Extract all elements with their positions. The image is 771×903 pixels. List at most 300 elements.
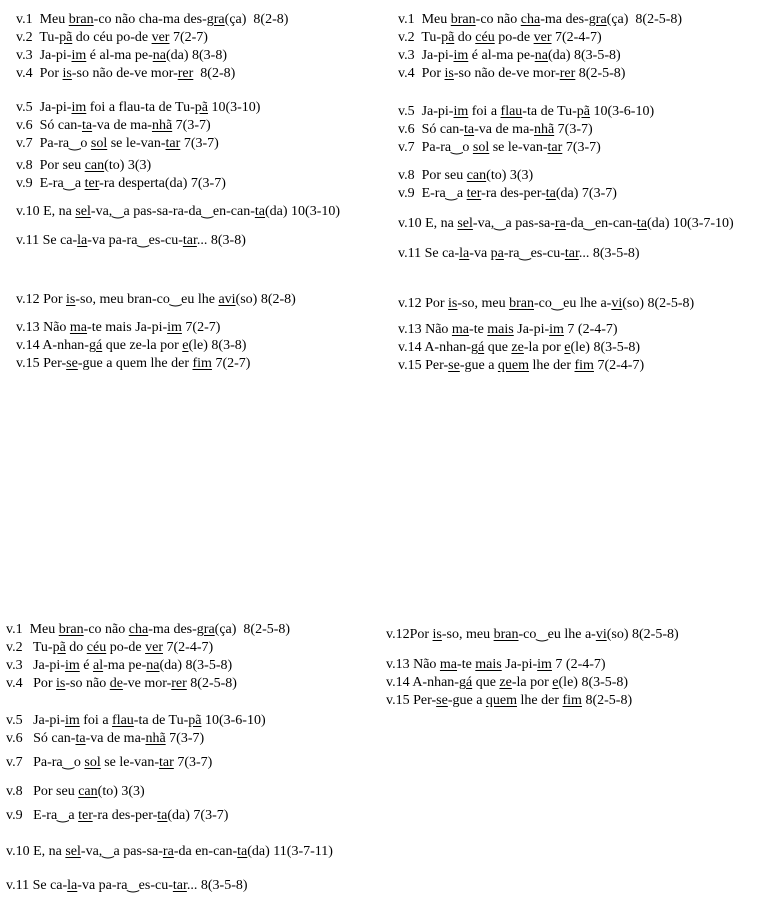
stressed-syllable: is <box>432 627 442 642</box>
stressed-syllable: is <box>444 66 454 81</box>
stressed-syllable: nhã <box>533 122 555 137</box>
stressed-syllable: nhã <box>145 731 166 746</box>
verse-text: Pa-ra‿o <box>414 140 473 155</box>
stressed-syllable: fim <box>574 358 594 373</box>
stressed-syllable: pã <box>194 100 208 115</box>
verse-label: v.8 <box>398 168 415 183</box>
verse-line <box>386 627 679 643</box>
stressed-syllable: vi <box>595 627 607 642</box>
verse-text: -ra‿es-cu- <box>503 246 565 261</box>
stressed-syllable: sel <box>457 216 473 231</box>
stressed-syllable: ta <box>81 118 93 133</box>
verse-label: v.1 <box>6 622 23 637</box>
verse-text: 8(2-5-8) <box>581 693 633 708</box>
stressed-syllable: gá <box>470 340 485 355</box>
stressed-syllable: céu <box>475 30 495 45</box>
stressed-syllable: ter <box>78 808 93 823</box>
verse-line <box>16 292 296 308</box>
verse-text: -ma des- <box>540 12 589 27</box>
stressed-syllable: ver <box>151 30 170 45</box>
verse-text: -va pa-ra‿es-cu- <box>77 878 173 893</box>
verse-text: Ja-pi- <box>22 713 65 728</box>
verse-line <box>6 658 232 674</box>
verse-text: 7(3-7) <box>554 122 593 137</box>
verse-text: -ra des-per- <box>481 186 546 201</box>
verse-text: -te <box>469 322 488 337</box>
stressed-syllable: cha <box>128 622 149 637</box>
verse-label: v.1 <box>398 12 415 27</box>
verse-text: ... 8(3-5-8) <box>186 878 248 893</box>
verse-text: Por <box>22 676 57 691</box>
verse-text: 7(3-7) <box>173 755 213 770</box>
verse-text: Se ca- <box>39 233 78 248</box>
stressed-syllable: im <box>71 48 87 63</box>
verse-text: (da) 8(3-5-8) <box>547 48 621 63</box>
verse-line <box>6 622 290 638</box>
verse-line <box>6 713 266 729</box>
stressed-syllable: gá <box>88 338 103 353</box>
verse-label: v.2 <box>6 640 23 655</box>
verse-text: -da‿en-can- <box>565 216 637 231</box>
verse-text: (da) 10(3-10) <box>265 204 341 219</box>
verse-text: Per- <box>409 693 437 708</box>
stressed-syllable: fim <box>192 356 212 371</box>
stressed-syllable: is <box>62 66 72 81</box>
stressed-syllable: mais <box>487 322 514 337</box>
verse-label: v.7 <box>398 140 415 155</box>
verse-line <box>398 140 601 156</box>
verse-text: (ça) 8(2-8) <box>224 12 289 27</box>
verse-text: -ra des-per- <box>92 808 158 823</box>
verse-text: 7(3-7) <box>165 731 205 746</box>
verse-text: é al-ma pe- <box>468 48 535 63</box>
verse-label: v.2 <box>398 30 415 45</box>
verse-text: -so não <box>65 676 110 691</box>
verse-text: foi a <box>468 104 501 119</box>
stressed-syllable: la <box>459 246 470 261</box>
verse-line <box>398 66 625 82</box>
verse-label: v.9 <box>398 186 415 201</box>
verse-text: Pa-ra‿o <box>32 136 91 151</box>
verse-text: -so não de-ve mor- <box>453 66 560 81</box>
stressed-syllable: na <box>146 658 160 673</box>
verse-text: se le-van- <box>107 136 166 151</box>
verse-label: v.6 <box>16 118 33 133</box>
verse-text: (le) 8(3-5-8) <box>558 675 629 690</box>
verse-label: v.4 <box>6 676 23 691</box>
stressed-syllable: céu <box>86 640 107 655</box>
verse-text: (so) 8(2-5-8) <box>606 627 679 642</box>
verse-text: (da) 8(3-8) <box>165 48 227 63</box>
verse-text: Por seu <box>414 168 467 183</box>
stressed-syllable: pã <box>441 30 455 45</box>
verse-label: v.12 <box>16 292 40 307</box>
verse-text: Ja-pi- <box>501 657 538 672</box>
verse-label: v.13 <box>386 657 410 672</box>
stressed-syllable: ta <box>254 204 265 219</box>
stressed-syllable: can <box>84 158 105 173</box>
verse-label: v.14 <box>386 675 410 690</box>
stressed-syllable: na <box>534 48 548 63</box>
verse-text: 7 (2-4-7) <box>563 322 618 337</box>
stressed-syllable: cha <box>520 12 541 27</box>
verse-line <box>398 246 640 262</box>
verse-line <box>16 338 246 354</box>
verse-line <box>398 322 618 338</box>
verse-text: E, na <box>29 844 66 859</box>
stressed-syllable: ze <box>499 675 512 690</box>
verse-label: v.5 <box>6 713 23 728</box>
stressed-syllable: gra <box>588 12 607 27</box>
stressed-syllable: pã <box>188 713 202 728</box>
stressed-syllable: quem <box>485 693 518 708</box>
verse-line <box>16 12 288 28</box>
verse-line <box>6 844 333 860</box>
stressed-syllable: fim <box>562 693 582 708</box>
verse-text: 7(2-7) <box>211 356 251 371</box>
verse-text: -co não <box>475 12 521 27</box>
verse-text: (so) 8(2-5-8) <box>622 296 695 311</box>
stressed-syllable: se <box>66 356 78 371</box>
verse-text: (da) 7(3-7) <box>555 186 617 201</box>
verse-line <box>16 30 208 46</box>
verse-text: -va,‿a pas-sa- <box>472 216 555 231</box>
verse-label: v.10 <box>16 204 40 219</box>
verse-label: v.11 <box>398 246 422 261</box>
stressed-syllable: im <box>453 48 469 63</box>
verse-line <box>398 48 621 64</box>
verse-line <box>398 12 682 28</box>
stressed-syllable: ma <box>439 657 458 672</box>
verse-text: A-nhan- <box>421 340 471 355</box>
verse-text: 10(3-6-10) <box>589 104 655 119</box>
stressed-syllable: ter <box>466 186 482 201</box>
verse-text: (da) 8(3-5-8) <box>159 658 233 673</box>
verse-text: A-nhan- <box>409 675 459 690</box>
stressed-syllable: e <box>182 338 189 353</box>
verse-line <box>398 104 654 120</box>
stressed-syllable: bran <box>493 627 519 642</box>
verse-line <box>16 48 227 64</box>
verse-text: E-ra‿a <box>32 176 85 191</box>
verse-text: (da) 11(3-7-11) <box>247 844 333 859</box>
verse-text: -so, meu <box>457 296 510 311</box>
stressed-syllable: tar <box>165 136 181 151</box>
verse-text: 7(2-7) <box>169 30 208 45</box>
verse-label: v.6 <box>6 731 23 746</box>
verse-label: v.7 <box>6 755 23 770</box>
verse-text: Ja-pi- <box>414 104 454 119</box>
verse-line <box>16 356 250 372</box>
verse-text: (da) 7(3-7) <box>167 808 229 823</box>
verse-label: v.9 <box>16 176 33 191</box>
verse-text: Tu- <box>22 640 53 655</box>
verse-line <box>6 808 228 824</box>
stressed-syllable: ta <box>545 186 556 201</box>
stressed-syllable: im <box>167 320 182 335</box>
verse-text: (ça) 8(2-5-8) <box>606 12 683 27</box>
verse-text: -te <box>457 657 476 672</box>
verse-text: -va de ma- <box>474 122 534 137</box>
verse-text: -la por <box>511 675 553 690</box>
verse-line <box>386 675 628 691</box>
verse-text: é <box>79 658 93 673</box>
verse-line <box>398 358 644 374</box>
verse-text: se le-van- <box>489 140 548 155</box>
stressed-syllable: flau <box>500 104 523 119</box>
stressed-syllable: im <box>453 104 469 119</box>
verse-text: po-de <box>494 30 534 45</box>
verse-text: -ta de Tu- <box>133 713 189 728</box>
stressed-syllable: ta <box>636 216 648 231</box>
verse-text: do <box>454 30 476 45</box>
verse-label: v.4 <box>398 66 415 81</box>
verse-text: E-ra‿a <box>414 186 467 201</box>
verse-text: é al-ma pe- <box>86 48 153 63</box>
verse-label: v.12 <box>398 296 422 311</box>
verse-text: Se ca- <box>421 246 460 261</box>
verse-line <box>16 100 260 116</box>
verse-text: -va de ma- <box>85 731 146 746</box>
verse-text: E, na <box>39 204 76 219</box>
stressed-syllable: tar <box>159 755 174 770</box>
verse-label: v.7 <box>16 136 33 151</box>
stressed-syllable: ra <box>554 216 566 231</box>
verse-text: Só can- <box>414 122 464 137</box>
verse-text: (so) 8(2-8) <box>235 292 296 307</box>
verse-text: Por <box>39 292 67 307</box>
stressed-syllable: ta <box>75 731 86 746</box>
stressed-syllable: la <box>77 233 88 248</box>
stressed-syllable: la <box>67 878 78 893</box>
verse-text: 7(3-7) <box>172 118 211 133</box>
verse-text: (da) 10(3-7-10) <box>647 216 734 231</box>
stressed-syllable: sol <box>90 136 108 151</box>
verse-line <box>398 340 640 356</box>
verse-text: Só can- <box>22 731 76 746</box>
verse-text: A-nhan- <box>39 338 89 353</box>
verse-text: -ma des- <box>148 622 197 637</box>
verse-text: Por <box>32 66 63 81</box>
verse-text: que <box>472 675 500 690</box>
verse-text: lhe der <box>529 358 575 373</box>
verse-line <box>398 296 694 312</box>
stressed-syllable: im <box>71 100 87 115</box>
stressed-syllable: pa <box>490 246 504 261</box>
verse-text: Por seu <box>22 784 79 799</box>
verse-text: Per- <box>421 358 449 373</box>
verse-text: -gue a <box>447 693 486 708</box>
verse-text: -va de ma- <box>92 118 152 133</box>
verse-text: 7(3-7) <box>562 140 601 155</box>
stressed-syllable: flau <box>112 713 134 728</box>
verse-text: (le) 8(3-8) <box>188 338 247 353</box>
verse-line <box>398 30 602 46</box>
verse-text: Por <box>421 296 449 311</box>
verse-label: v.5 <box>16 100 33 115</box>
verse-label: v.10 <box>398 216 422 231</box>
verse-text: -va <box>469 246 491 261</box>
verse-text: Ja-pi- <box>32 48 72 63</box>
stressed-syllable: can <box>78 784 98 799</box>
stressed-syllable: im <box>537 657 552 672</box>
verse-text: -gue a <box>459 358 498 373</box>
verse-text: 8(2-5-8) <box>186 676 237 691</box>
verse-text: Não <box>421 322 452 337</box>
verse-label: v.14 <box>16 338 40 353</box>
stressed-syllable: pã <box>59 30 73 45</box>
verse-text: Não <box>409 657 440 672</box>
stressed-syllable: vi <box>611 296 623 311</box>
stressed-syllable: ver <box>145 640 163 655</box>
stressed-syllable: ma <box>451 322 470 337</box>
verse-text: Não <box>39 320 70 335</box>
verse-line <box>6 784 145 800</box>
stressed-syllable: bran <box>450 12 476 27</box>
verse-label: v.10 <box>6 844 30 859</box>
stressed-syllable: bran <box>68 12 94 27</box>
stressed-syllable: tar <box>182 233 197 248</box>
verse-text: Tu- <box>32 30 60 45</box>
verse-text: Per- <box>39 356 67 371</box>
stressed-syllable: ra <box>162 844 174 859</box>
verse-line <box>398 122 593 138</box>
verse-label: v.3 <box>6 658 23 673</box>
verse-line <box>386 693 632 709</box>
verse-label: v.13 <box>398 322 422 337</box>
stressed-syllable: ter <box>84 176 100 191</box>
verse-text: Ja-pi- <box>513 322 550 337</box>
verse-label: v.15 <box>16 356 40 371</box>
stressed-syllable: can <box>466 168 487 183</box>
stressed-syllable: mais <box>475 657 502 672</box>
stressed-syllable: tar <box>564 246 579 261</box>
verse-label: v.2 <box>16 30 33 45</box>
verse-text: -ma pe- <box>103 658 147 673</box>
verse-label: v.6 <box>398 122 415 137</box>
stressed-syllable: rer <box>171 676 187 691</box>
verse-text: 7 (2-4-7) <box>551 657 606 672</box>
verse-line <box>16 118 211 134</box>
stressed-syllable: e <box>564 340 571 355</box>
stressed-syllable: de <box>109 676 123 691</box>
verse-text: po-de <box>106 640 146 655</box>
verse-text: 7(2-4-7) <box>551 30 602 45</box>
stressed-syllable: ma <box>69 320 88 335</box>
verse-text: Tu- <box>414 30 442 45</box>
stressed-syllable: pã <box>52 640 66 655</box>
verse-label: v.12 <box>386 627 410 642</box>
verse-text: do <box>65 640 87 655</box>
verse-text: 7(2-7) <box>181 320 221 335</box>
verse-label: v.13 <box>16 320 40 335</box>
verse-line <box>16 66 235 82</box>
verse-text: -ve mor- <box>122 676 172 691</box>
verse-text: ... 8(3-8) <box>196 233 246 248</box>
stressed-syllable: gá <box>458 675 473 690</box>
stressed-syllable: rer <box>177 66 194 81</box>
stressed-syllable: pã <box>576 104 590 119</box>
verse-line <box>398 186 617 202</box>
stressed-syllable: ta <box>463 122 475 137</box>
verse-text: Por seu <box>32 158 85 173</box>
verse-text: -va pa-ra‿es-cu- <box>87 233 183 248</box>
verse-label: v.3 <box>16 48 33 63</box>
verse-line <box>6 640 213 656</box>
stressed-syllable: sel <box>75 204 91 219</box>
verse-text: -co não cha-ma des- <box>93 12 207 27</box>
verse-line <box>16 320 220 336</box>
verse-line <box>16 176 226 192</box>
stressed-syllable: sol <box>472 140 490 155</box>
verse-line <box>16 136 219 152</box>
verse-text: -co não <box>83 622 129 637</box>
verse-text: -so não de-ve mor- <box>71 66 178 81</box>
verse-text: -va,‿a pas-sa-ra-da‿en-can- <box>90 204 255 219</box>
stressed-syllable: quem <box>497 358 530 373</box>
verse-text: Por <box>414 66 445 81</box>
verse-text: E, na <box>421 216 458 231</box>
verse-line <box>6 755 212 771</box>
verse-text: Por <box>409 627 433 642</box>
verse-text: ... 8(3-5-8) <box>578 246 640 261</box>
stressed-syllable: sol <box>84 755 101 770</box>
verse-text: Só can- <box>32 118 82 133</box>
verse-text: 7(2-4-7) <box>593 358 645 373</box>
verse-text: -da en-can- <box>173 844 238 859</box>
verse-text: Meu <box>414 12 451 27</box>
stressed-syllable: bran <box>509 296 534 311</box>
verse-label: v.11 <box>16 233 40 248</box>
stressed-syllable: ta <box>237 844 248 859</box>
verse-text: (to) 3(3) <box>97 784 145 799</box>
verse-text: foi a flau-ta de Tu- <box>86 100 195 115</box>
verse-line <box>386 657 606 673</box>
verse-text: -co‿eu lhe a- <box>518 627 596 642</box>
verse-line <box>398 168 533 184</box>
verse-text: que ze-la por <box>102 338 183 353</box>
verse-text: (ça) 8(2-5-8) <box>214 622 291 637</box>
stressed-syllable: is <box>66 292 76 307</box>
stressed-syllable: rer <box>559 66 576 81</box>
verse-line <box>398 216 734 232</box>
stressed-syllable: ze <box>511 340 524 355</box>
verse-line <box>6 731 204 747</box>
verse-text: -ta de Tu- <box>522 104 577 119</box>
verse-label: v.3 <box>398 48 415 63</box>
verse-label: v.15 <box>386 693 410 708</box>
stressed-syllable: tar <box>547 140 563 155</box>
verse-label: v.11 <box>6 878 30 893</box>
stressed-syllable: im <box>549 322 564 337</box>
verse-text: Pa-ra‿o <box>22 755 85 770</box>
verse-text: -so, meu <box>441 627 494 642</box>
stressed-syllable: e <box>552 675 559 690</box>
stressed-syllable: gra <box>196 622 215 637</box>
stressed-syllable: sel <box>65 844 81 859</box>
verse-text: -ra desperta(da) 7(3-7) <box>99 176 226 191</box>
verse-label: v.9 <box>6 808 23 823</box>
verse-line <box>16 233 246 249</box>
verse-text: do céu po-de <box>72 30 152 45</box>
verse-text: -va,‿a pas-sa- <box>80 844 163 859</box>
verse-text: 8(2-5-8) <box>575 66 626 81</box>
verse-text: -la por <box>523 340 565 355</box>
verse-label: v.8 <box>6 784 23 799</box>
stressed-syllable: is <box>448 296 458 311</box>
verse-label: v.15 <box>398 358 422 373</box>
verse-line <box>16 204 340 220</box>
